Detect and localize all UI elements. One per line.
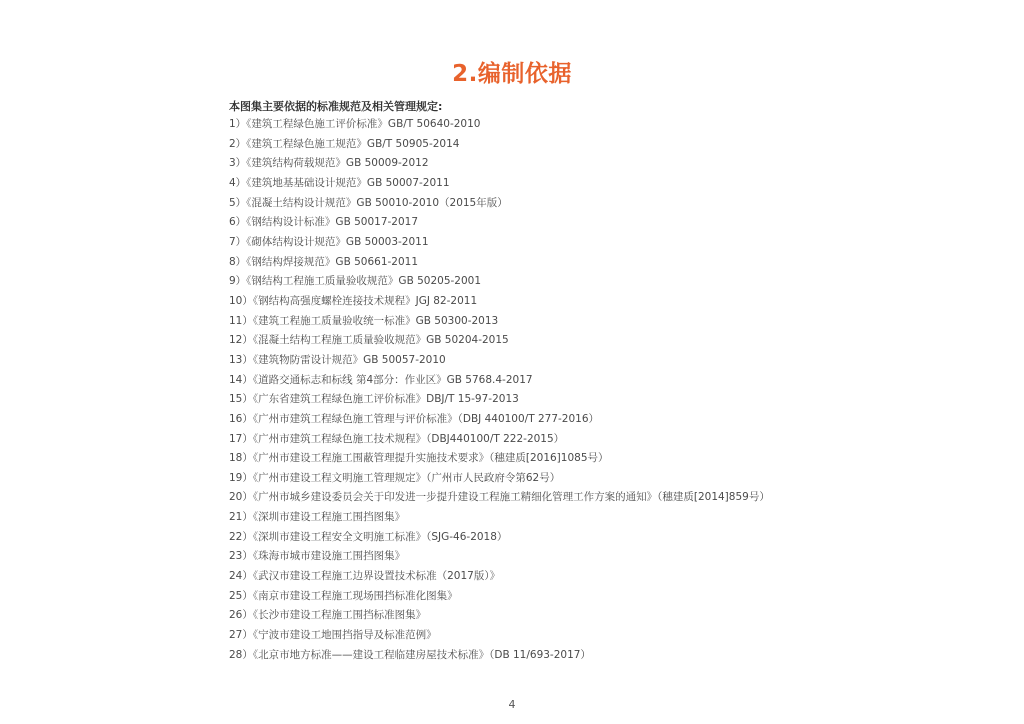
reference-item: 14）《道路交通标志和标线 第4部分：作业区》GB 5768.4-2017 [229, 373, 533, 386]
reference-item: 20）《广州市城乡建设委员会关于印发进一步提升建设工程施工精细化管理工作方案的通知》（穗建质[2014]859号） [229, 491, 770, 504]
reference-item: 4）《建筑地基基础设计规范》GB 50007-2011 [229, 176, 450, 189]
reference-item: 8）《钢结构焊接规范》GB 50661-2011 [229, 255, 419, 268]
reference-item: 24）《武汉市建设工程施工边界设置技术标准（2017版）》 [229, 570, 501, 583]
page-number: 4 [508, 698, 516, 711]
reference-item: 25）《南京市建设工程施工现场围挡标准化图集》 [229, 589, 458, 602]
reference-item: 7）《砌体结构设计规范》GB 50003-2011 [229, 235, 429, 248]
reference-item: 2）《建筑工程绿色施工规范》GB/T 50905-2014 [229, 137, 460, 150]
reference-item: 6）《钢结构设计标准》GB 50017-2017 [229, 216, 419, 229]
reference-item: 19）《广州市建设工程文明施工管理规定》（广州市人民政府令第62号） [229, 471, 561, 484]
reference-item: 10）《钢结构高强度螺栓连接技术规程》JGJ 82-2011 [229, 294, 478, 307]
reference-item: 12）《混凝土结构工程施工质量验收规范》GB 50204-2015 [229, 334, 509, 347]
reference-item: 27）《宁波市建设工地围挡指导及标准范例》 [229, 629, 437, 642]
reference-item: 5）《混凝土结构设计规范》GB 50010-2010（2015年版） [229, 196, 508, 209]
reference-item: 17）《广州市建筑工程绿色施工技术规程》（DBJ440100/T 222-2015） [229, 432, 565, 445]
reference-item: 3）《建筑结构荷载规范》GB 50009-2012 [229, 157, 429, 170]
reference-item: 11）《建筑工程施工质量验收统一标准》GB 50300-2013 [229, 314, 499, 327]
reference-item: 1）《建筑工程绿色施工评价标准》GB/T 50640-2010 [229, 118, 481, 130]
reference-item: 16）《广州市建筑工程绿色施工管理与评价标准》（DBJ 440100/T 277-2016） [229, 412, 600, 425]
page-title: 2.编制依据 [452, 61, 572, 87]
reference-item: 21）《深圳市建设工程施工围挡图集》 [229, 511, 406, 524]
reference-item: 23）《珠海市城市建设施工围挡图集》 [229, 550, 406, 563]
reference-item: 22）《深圳市建设工程安全文明施工标准》（SJG-46-2018） [229, 530, 508, 543]
reference-item: 18）《广州市建设工程施工围蔽管理提升实施技术要求》（穗建质[2016]1085号） [229, 452, 609, 465]
reference-item: 26）《长沙市建设工程施工围挡标准图集》 [229, 609, 427, 622]
reference-item: 13）《建筑物防雷设计规范》GB 50057-2010 [229, 353, 446, 366]
intro-text: 本图集主要依据的标准规范及相关管理规定: [229, 100, 443, 113]
reference-list [229, 115, 770, 665]
reference-item: 15）《广东省建筑工程绿色施工评价标准》DBJ/T 15-97-2013 [229, 393, 519, 406]
reference-item: 9）《钢结构工程施工质量验收规范》GB 50205-2001 [229, 275, 482, 288]
reference-item: 28）《北京市地方标准——建设工程临建房屋技术标准》（DB 11/693-2017） [229, 648, 591, 661]
